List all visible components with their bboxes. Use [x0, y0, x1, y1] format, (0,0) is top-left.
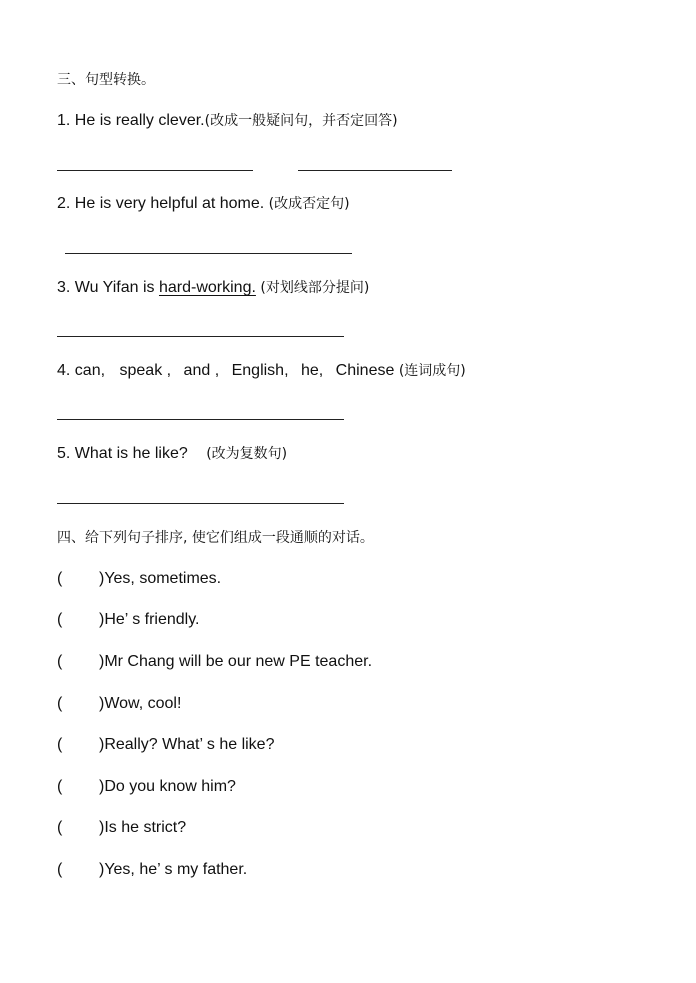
- answer-3-blank[interactable]: [57, 336, 344, 337]
- order-item-5-text: Really? What’ s he like?: [104, 736, 275, 753]
- question-2-sentence: He is very helpful at home.: [74, 195, 265, 212]
- order-close-paren-8: ): [99, 861, 105, 878]
- order-item-3-text: Mr Chang will be our new PE teacher.: [104, 653, 373, 670]
- order-item-8: [57, 860, 247, 880]
- order-item-3: [57, 652, 372, 672]
- question-1-number: 1.: [57, 112, 71, 129]
- question-2-instruction: (改成否定句): [268, 196, 350, 212]
- order-close-paren-6: ): [99, 778, 105, 795]
- question-2-number: 2.: [57, 195, 71, 212]
- question-4-word-3: and ,: [183, 362, 220, 379]
- order-close-paren-5: ): [99, 736, 105, 753]
- order-close-paren-2: ): [99, 611, 105, 628]
- order-item-8-text: Yes, he’ s my father.: [104, 861, 248, 878]
- question-3-instruction: (对划线部分提问): [260, 280, 370, 296]
- order-item-1-text: Yes, sometimes.: [104, 570, 222, 587]
- question-1: [57, 111, 398, 131]
- order-item-2: [57, 610, 199, 630]
- order-blank-2[interactable]: (: [57, 611, 63, 628]
- question-3-number: 3.: [57, 279, 71, 296]
- order-item-2-text: He’ s friendly.: [104, 611, 200, 628]
- answer-1a-blank[interactable]: [57, 170, 253, 171]
- question-3: [57, 278, 369, 298]
- question-1-sentence: He is really clever.: [74, 112, 205, 129]
- question-5-number: 5.: [57, 445, 71, 462]
- order-item-6: [57, 777, 236, 797]
- order-item-5: [57, 735, 274, 755]
- order-blank-8[interactable]: (: [57, 861, 63, 878]
- order-item-7-text: Is he strict?: [104, 819, 187, 836]
- order-blank-5[interactable]: (: [57, 736, 63, 753]
- order-blank-4[interactable]: (: [57, 695, 63, 712]
- question-3-prefix: Wu Yifan is: [74, 279, 159, 296]
- order-blank-3[interactable]: (: [57, 653, 63, 670]
- question-4-word-6: Chinese: [335, 362, 395, 379]
- order-close-paren-7: ): [99, 819, 105, 836]
- order-blank-1[interactable]: (: [57, 570, 63, 587]
- answer-1b-blank[interactable]: [298, 170, 452, 171]
- question-5: [57, 444, 287, 464]
- answer-4-blank[interactable]: [57, 419, 344, 420]
- section-4-heading: 四、给下列句子排序, 使它们组成一段通顺的对话。: [57, 530, 374, 546]
- order-item-4: [57, 694, 181, 714]
- order-close-paren-3: ): [99, 653, 105, 670]
- question-4-instruction: (连词成句): [398, 363, 466, 379]
- question-4-word-4: English,: [231, 362, 289, 379]
- answer-2-blank[interactable]: [65, 253, 352, 254]
- question-4: [57, 361, 466, 381]
- order-item-4-text: Wow, cool!: [104, 695, 182, 712]
- question-5-sentence: What is he like?: [74, 445, 188, 462]
- order-item-1: [57, 569, 221, 589]
- question-3-underlined: hard-working.: [158, 279, 256, 296]
- answer-5-blank[interactable]: [57, 503, 344, 504]
- order-item-7: [57, 818, 186, 838]
- section-3-heading: 三、句型转换。: [57, 72, 155, 88]
- question-4-number: 4.: [57, 362, 71, 379]
- order-item-6-text: Do you know him?: [104, 778, 236, 795]
- question-4-word-5: he,: [300, 362, 324, 379]
- order-close-paren-4: ): [99, 695, 105, 712]
- question-5-instruction: (改为复数句): [206, 446, 288, 462]
- question-4-word-2: speak ,: [119, 362, 172, 379]
- question-2: [57, 194, 350, 214]
- question-1-instruction: (改成一般疑问句，并否定回答): [204, 113, 398, 129]
- question-4-word-1: can,: [74, 362, 106, 379]
- order-blank-7[interactable]: (: [57, 819, 63, 836]
- order-close-paren-1: ): [99, 570, 105, 587]
- order-blank-6[interactable]: (: [57, 778, 63, 795]
